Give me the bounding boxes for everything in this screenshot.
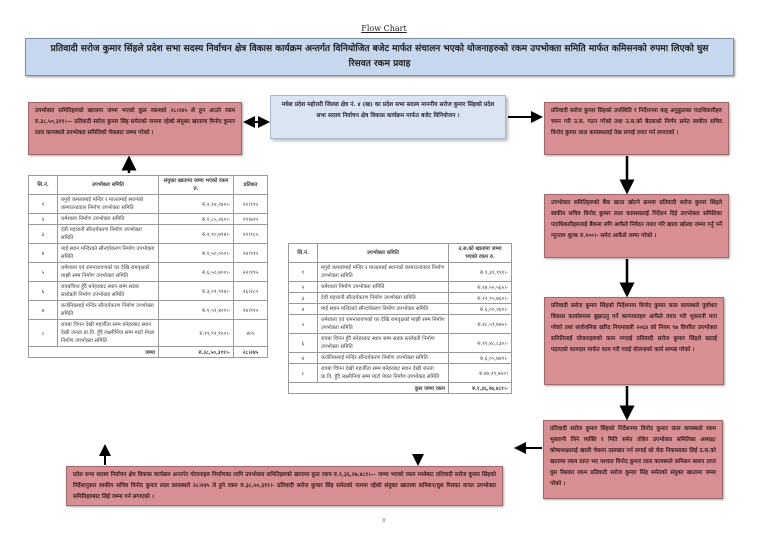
amount-cell: रु.१,८५,२६०।-	[159, 214, 234, 225]
amount-cell: रु.११,४८,८३०।-	[449, 334, 512, 353]
serial-cell: ५	[289, 315, 318, 334]
amount-cell: रु.९,३१,९९१।-	[449, 263, 512, 282]
serial-cell: १	[29, 195, 58, 214]
commission-deposit-box: प्रतिवादी सरोज कुमार सिंहको निर्देशनमा विनोद कुमार लाल कायस्थले रकम भुक्तानी लिने व्यक्ति र मिति समेत तोकेर उपभोक्ता समितिका अध्यक्ष/कोषाध्यक्षलाई खाली चेकमा दस्तखत गर्न लगाई सो चेक निकासाका लिई उ.स.को खातामा रकम प्राप्त भए पश्चात विनोद कुमार लाल कायस्थले कमिसन स्वरुप प्राप्त घुस रिसवत रकम प्रतिवादी सरोज कुमार सिंह समेतको संयुक्त खातामा जम्मा गरेको ।	[543, 420, 723, 499]
amount-cell: रु.६,५०,७००।-	[159, 263, 234, 282]
summary-box: प्रदेश सभा सदस्य निर्वाचन क्षेत्र विकास कार्यक्रम अन्तर्गत योजनाहरु निर्माणका लागि उपभोक्ता समितिहरुको खातामा कुल रकम रु.१,३६,२७,४८१।— जम्मा भएको रकम मध्येबाट प्रतिवादी सरोज कुमार सिंहको निर्देशानुसार स्वकीय सचिव विनोद कुमार लाल कायस्थले २८।२४५ ले हुने रकम रु.३८,५०,३११।- प्रतिवादी सरोज कुमार सिंह समेतको नाममा रहेको संयुक्त खातामा कमिसन/घुस रिसवत वापत उपभोक्ता समितिहरुबाट लिई जम्मा गर्न लगाएको ।	[66, 466, 503, 506]
serial-cell: २	[289, 282, 318, 293]
committee-cell: कर्जनिकमाई मन्दिर सौन्दर्यकरण निर्माण उपभोक्ता समिति	[58, 301, 159, 320]
col-header: उपभोक्ता समिति	[58, 176, 159, 195]
committee-formation-box: प्रतिवादी सरोज कुमार सिंहको उपस्थिति र निर्देशनमा बाहृ अनुकुलका पदाधिकारीहरु चयन गरी उ.स. गठन गरेको तथा उ.स.को बैठकको निर्णय समेत स्वकीय सचिव विनोद कुमार लाल कायस्थलाई तेख लगाई तयार गर्न लगाएको ।	[544, 102, 729, 155]
banner-heading: प्रतिवादी सरोज कुमार सिंहले प्रदेश सभा सदस्य निर्वाचन क्षेत्र विकास कार्यक्रम अन्तर्गत विनियोजित बजेट मार्फत संचालन भएको योजनाहरुको रकम उपभोक्ता समिति मार्फत कमिसनको रुपमा लिएको घुस रिसवत रकम प्रवाह	[25, 38, 734, 76]
amount-cell: रु.६,०५,७४१।-	[449, 353, 512, 364]
col-header: संयुक्त खातामा जम्मा भएको रकम रु.	[159, 176, 234, 195]
page-number: ४	[382, 516, 386, 524]
committee-cell: धर्मशाला निर्माण उपभोक्ता समिति	[318, 282, 449, 293]
serial-cell: ६	[289, 334, 318, 353]
budget-allocation-box: मधेश प्रदेश महोत्तरी जिल्ला क्षेत्र नं. ४ (ख) का प्रदेश सभा सदस्य माननीय सरोज कुमार सिंहको प्रदेश सभा सदस्य निर्वाचन क्षेत्र विकास कार्यक्रम मार्फत बजेट विनियोजन ।	[270, 95, 506, 139]
col-header: प्रतिशत	[234, 176, 268, 195]
amount-cell: रु.२,१४,२४०।-	[159, 195, 234, 214]
committee-cell: देवी महारानी सौन्दर्यकरण निर्माण उपभोक्ता समिति	[58, 225, 159, 244]
amount-cell: रु.१२,९५,७६०।-	[449, 293, 512, 304]
amount-cell: रु.४७,२९,७५०।	[449, 364, 512, 383]
percent-cell: २२।९९५	[234, 195, 268, 214]
amount-cell: रु.१,५१,४००।-	[159, 301, 234, 320]
serial-cell: ३	[289, 293, 318, 304]
serial-cell: ८	[29, 320, 58, 347]
col-header: उपभोक्ता समिति	[318, 244, 449, 263]
amount-cell: रु.२८,५९,७७५।-	[449, 315, 512, 334]
total-amount: रु.३८,५०,३११।-	[159, 347, 234, 358]
percent-cell: ४०५	[234, 320, 268, 347]
total-label: कुल जम्मा रकम	[289, 383, 449, 394]
committee-cell: रायबा चिपन देखी महर्जीता सम्म बनेहरबाट स्थान देखी जनता प्रा.वि. हुँदै लक्ष्मीनिया सम्म माटो मेघल निर्माण उपभोक्ता समिति	[58, 320, 159, 347]
serial-cell: ८	[289, 364, 318, 383]
committee-cell: धर्मशाला एवं रामनारायणको घर देखि रामवृक्षको माझी सम्म निर्माण उपभोक्ता समिति	[58, 263, 159, 282]
bank-account-box: उपभोक्ता समितिहरुको बैंक खाता खोल्ने क्रममा प्रतिवादी सरोज कुमार सिंहले स्वकीय सचिव विनोद कुमार लाल कायस्थलाई निर्देशन दिई उपभोक्ता समितिका पदाधिकारीहरुलाई बैंकमा लगि आफैले निवेदन तयार गरि खाता खोल्दा जम्मा गर्नु पर्ने न्यूनतम शुल्क रु.१००।- समेत आफैले जम्मा गरेको ।	[544, 194, 729, 258]
total-label: जम्मा	[29, 347, 159, 358]
serial-cell: ७	[29, 301, 58, 320]
percent-cell: २२।९९५	[234, 263, 268, 282]
serial-cell: १	[289, 263, 318, 282]
committee-cell: कर्जनिकमाई मन्दिर सौन्दर्यकरण निर्माण उपभोक्ता समिति	[318, 353, 449, 364]
committee-cell: धर्मशाला एवं रामनारायणको घर देखि रामवृक्षको माझी सम्म निर्माण उपभोक्ता समिति	[318, 315, 449, 334]
committee-cell: रायबा चिपन हुँदै बनेहरबाट स्थान सम्म सडक स्तरोन्नती निर्माण उपभोक्ता समिति	[318, 334, 449, 353]
total-percent: २८।२४५	[234, 347, 268, 358]
committee-cell: देवी महारानी सौन्दर्यकरण निर्माण उपभोक्ता समिति	[318, 293, 449, 304]
serial-cell: ५	[29, 263, 58, 282]
percent-cell: २२।९८५	[234, 225, 268, 244]
work-execution-box: प्रतिवादी सरोज कुमार सिंहको निर्देशनमा विनोद कुमार लाल कायस्थले पूर्वाधार विकास कार्यालयमा बुझाउनु पर्ने कागजातहरु आफैले तयार गरी भुक्तानी माग गरेको तथा सार्वजनिक खरिद नियमावली २०६४ को नियम ९७ विपरित उपभोक्ता समितिलाई योजनाहरुको काम नगराई प्रतिवादी सरोज कुमार सिंहले खटाई पठाएको कामदार मार्फत काम गरी गराई योजनाको कार्य सम्पन्न गरेको ।	[544, 297, 724, 385]
col-header: उ.स.को खातामा जम्मा भएको रकम रु.	[449, 244, 512, 263]
flowchart-title: Flow Chart	[361, 24, 407, 33]
committee-cell: बगुरो कमलामाई मन्दिर र मालतमाई स्थानको कम्पाउन्डवाल निर्माण उपभोक्ता समिति	[58, 195, 159, 214]
percent-cell: २४।९९५	[234, 301, 268, 320]
percent-cell: २६।२८५	[234, 282, 268, 301]
committee-cell: माई स्थान मन्दिरको सौन्दर्यकरण निर्माण उपभोक्ता समिति	[58, 244, 159, 263]
serial-cell: ४	[29, 244, 58, 263]
joint-account-deposit-box: उपभोक्ता समितिहरुको खातामा जम्मा भएको कुल रकमको २८।२४५ ले हुन आउने रकम रु.३८,५०,३११।— प्रतिवादी सरोज कुमार सिंह समेतको नाममा रहेको संयुक्त खातामा विनोद कुमार लाल कायस्थले उपभोक्ता समितिको चेकबाट जम्मा गरेको ।	[28, 102, 242, 155]
total-amount: रु.१,३६,२७,४८१।-	[449, 383, 512, 394]
percent-cell: २४।९९५	[234, 244, 268, 263]
committee-cell: बगुरो कमलामाई मन्दिर र मालतमाई स्थानको कम्पाउन्डवाल निर्माण उपभोक्ता समिति	[318, 263, 449, 282]
committee-cell: रायबा चिपन देखी महर्जीता सम्म बनेहरबाट स्थान देखी जनता प्रा.वि. हुँदै लक्ष्मीनिया सम्म माटो मेघल निर्माण उपभोक्ता समिति	[318, 364, 449, 383]
serial-cell: ४	[289, 304, 318, 315]
committee-cell: धर्मशाला निर्माण उपभोक्ता समिति	[58, 214, 159, 225]
col-header: सि.नं.	[29, 176, 58, 195]
serial-cell: ३	[29, 225, 58, 244]
amount-cell: रु.१४,५५,५६५।-	[449, 282, 512, 293]
amount-cell: रु.६,००,०६०।-	[449, 304, 512, 315]
serial-cell: ७	[289, 353, 318, 364]
committee-cell: रायबचिन्त हुँदै बनेहरबाट स्थान सम्म सडक स्तरोन्नती निर्माण उपभोक्ता समिति	[58, 282, 159, 301]
amount-cell: रु.१,५०,०००।-	[159, 244, 234, 263]
amount-cell: रु.२,९०,७९४।-	[159, 225, 234, 244]
committee-cell: माई स्थान मन्दिरको सौन्दर्यकरण निर्माण उपभोक्ता समिति	[318, 304, 449, 315]
serial-cell: २	[29, 214, 58, 225]
percent-cell: १९।७२५	[234, 214, 268, 225]
amount-cell: रु.३,०१,९१४।-	[159, 282, 234, 301]
amount-cell: रु.१९,९१,९००।-	[159, 320, 234, 347]
serial-cell: ६	[29, 282, 58, 301]
col-header: सि.नं.	[289, 244, 318, 263]
